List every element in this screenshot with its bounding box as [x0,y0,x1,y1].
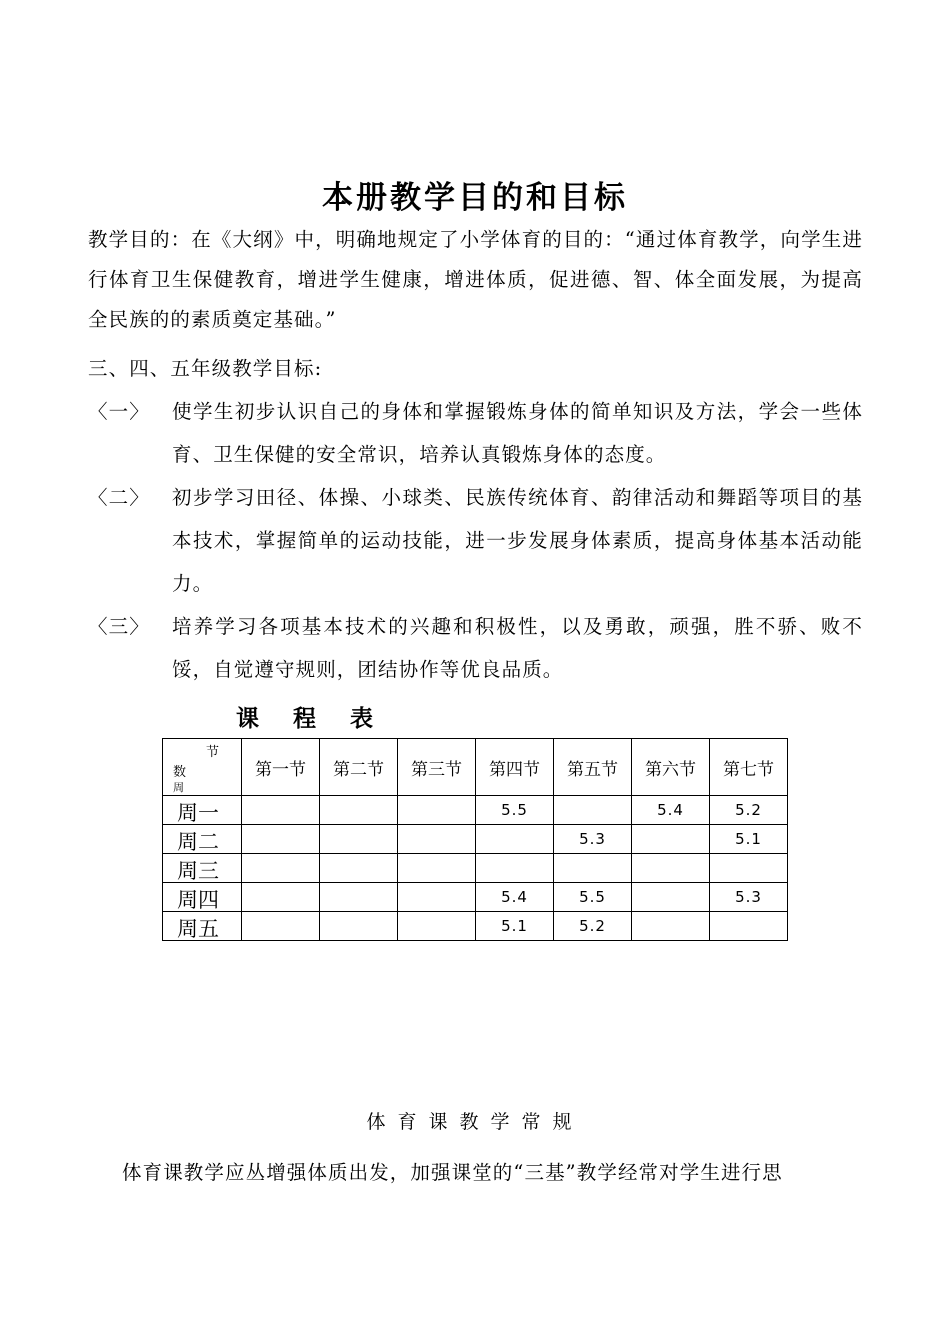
schedule-corner-cell [163,739,242,796]
schedule-cell [710,912,788,941]
table-row [163,854,788,883]
schedule-header-row [163,739,788,796]
schedule-header-cell: 第四节 [476,739,554,796]
schedule-cell: 5.4 [476,883,554,912]
schedule-cell [242,854,320,883]
objective-number: 〈三〉 [88,615,150,638]
schedule-cell [320,825,398,854]
schedule-cell [398,912,476,941]
day-label: 周一 [163,796,242,825]
schedule-title [236,700,407,733]
objective-item [88,390,863,476]
schedule-cell: 5.4 [632,796,710,825]
schedule-header-cell: 第一节 [242,739,320,796]
grade-objectives-heading: 三、四、五年级教学目标: [88,357,323,380]
objective-number: 〈一〉 [88,400,150,423]
schedule-cell [242,796,320,825]
schedule-cell: 5.1 [710,825,788,854]
table-row [163,825,788,854]
schedule-cell: 5.5 [476,796,554,825]
schedule-cell [320,883,398,912]
schedule-cell [476,825,554,854]
schedule-cell [242,912,320,941]
schedule-cell [710,854,788,883]
schedule-cell: 5.1 [476,912,554,941]
schedule-cell [242,825,320,854]
routine-paragraph: 体育课教学应丛增强体质出发，加强课堂的“三基”教学经常对学生进行思 [122,1161,783,1184]
corner-label-week: 周 [173,781,184,794]
schedule-cell [398,854,476,883]
objective-item [88,476,863,605]
objective-text: 初步学习田径、体操、小球类、民族传统体育、韵律活动和舞蹈等项目的基本技术，掌握简单的运动技能，进一步发展身体素质，提高身体基本活动能力。 [172,486,863,595]
schedule-title-char: 课 [236,706,259,732]
table-row [163,883,788,912]
schedule-cell [476,854,554,883]
schedule-header-cell: 第六节 [632,739,710,796]
teaching-aim-paragraph: 教学目的：在《大纲》中，明确地规定了小学体育的目的：“通过体育教学，向学生进行体育卫生保健教育，增进学生健康，增进体质，促进德、智、体全面发展，为提高全民族的的素质奠定基础。” [88,228,863,331]
page-title: 本册教学目的和目标 [322,180,628,216]
schedule-cell [632,854,710,883]
schedule-cell [242,883,320,912]
table-row [163,912,788,941]
schedule-cell [632,825,710,854]
schedule-cell: 5.2 [710,796,788,825]
day-label: 周四 [163,883,242,912]
schedule-cell [320,912,398,941]
corner-label-count: 数 [173,765,187,780]
schedule-cell [320,854,398,883]
schedule-cell [398,796,476,825]
schedule-cell [320,796,398,825]
schedule-cell [398,883,476,912]
corner-label-period: 节 [205,745,219,760]
schedule-header-cell: 第七节 [710,739,788,796]
schedule-cell [632,883,710,912]
day-label: 周三 [163,854,242,883]
schedule-title-char: 表 [350,706,373,732]
objective-number: 〈二〉 [88,486,150,509]
routine-title: 体育课教学常规 [366,1111,584,1133]
day-label: 周五 [163,912,242,941]
schedule-cell [554,796,632,825]
day-label: 周二 [163,825,242,854]
schedule-header-cell: 第二节 [320,739,398,796]
objective-text: 使学生初步认识自己的身体和掌握锻炼身体的简单知识及方法，学会一些体育、卫生保健的安全常识，培养认真锻炼身体的态度。 [172,400,863,466]
schedule-cell [398,825,476,854]
schedule-cell: 5.3 [554,825,632,854]
table-row [163,796,788,825]
schedule-header-cell: 第五节 [554,739,632,796]
objective-text: 培养学习各项基本技术的兴趣和积极性，以及勇敢，顽强，胜不骄、败不馁，自觉遵守规则，团结协作等优良品质。 [172,615,863,681]
schedule-header-cell: 第三节 [398,739,476,796]
schedule-title-char: 程 [293,706,316,732]
schedule-cell: 5.5 [554,883,632,912]
schedule-cell [554,854,632,883]
schedule-cell: 5.2 [554,912,632,941]
schedule-cell: 5.3 [710,883,788,912]
schedule-cell [632,912,710,941]
objective-item [88,605,863,691]
schedule-table [162,738,788,941]
